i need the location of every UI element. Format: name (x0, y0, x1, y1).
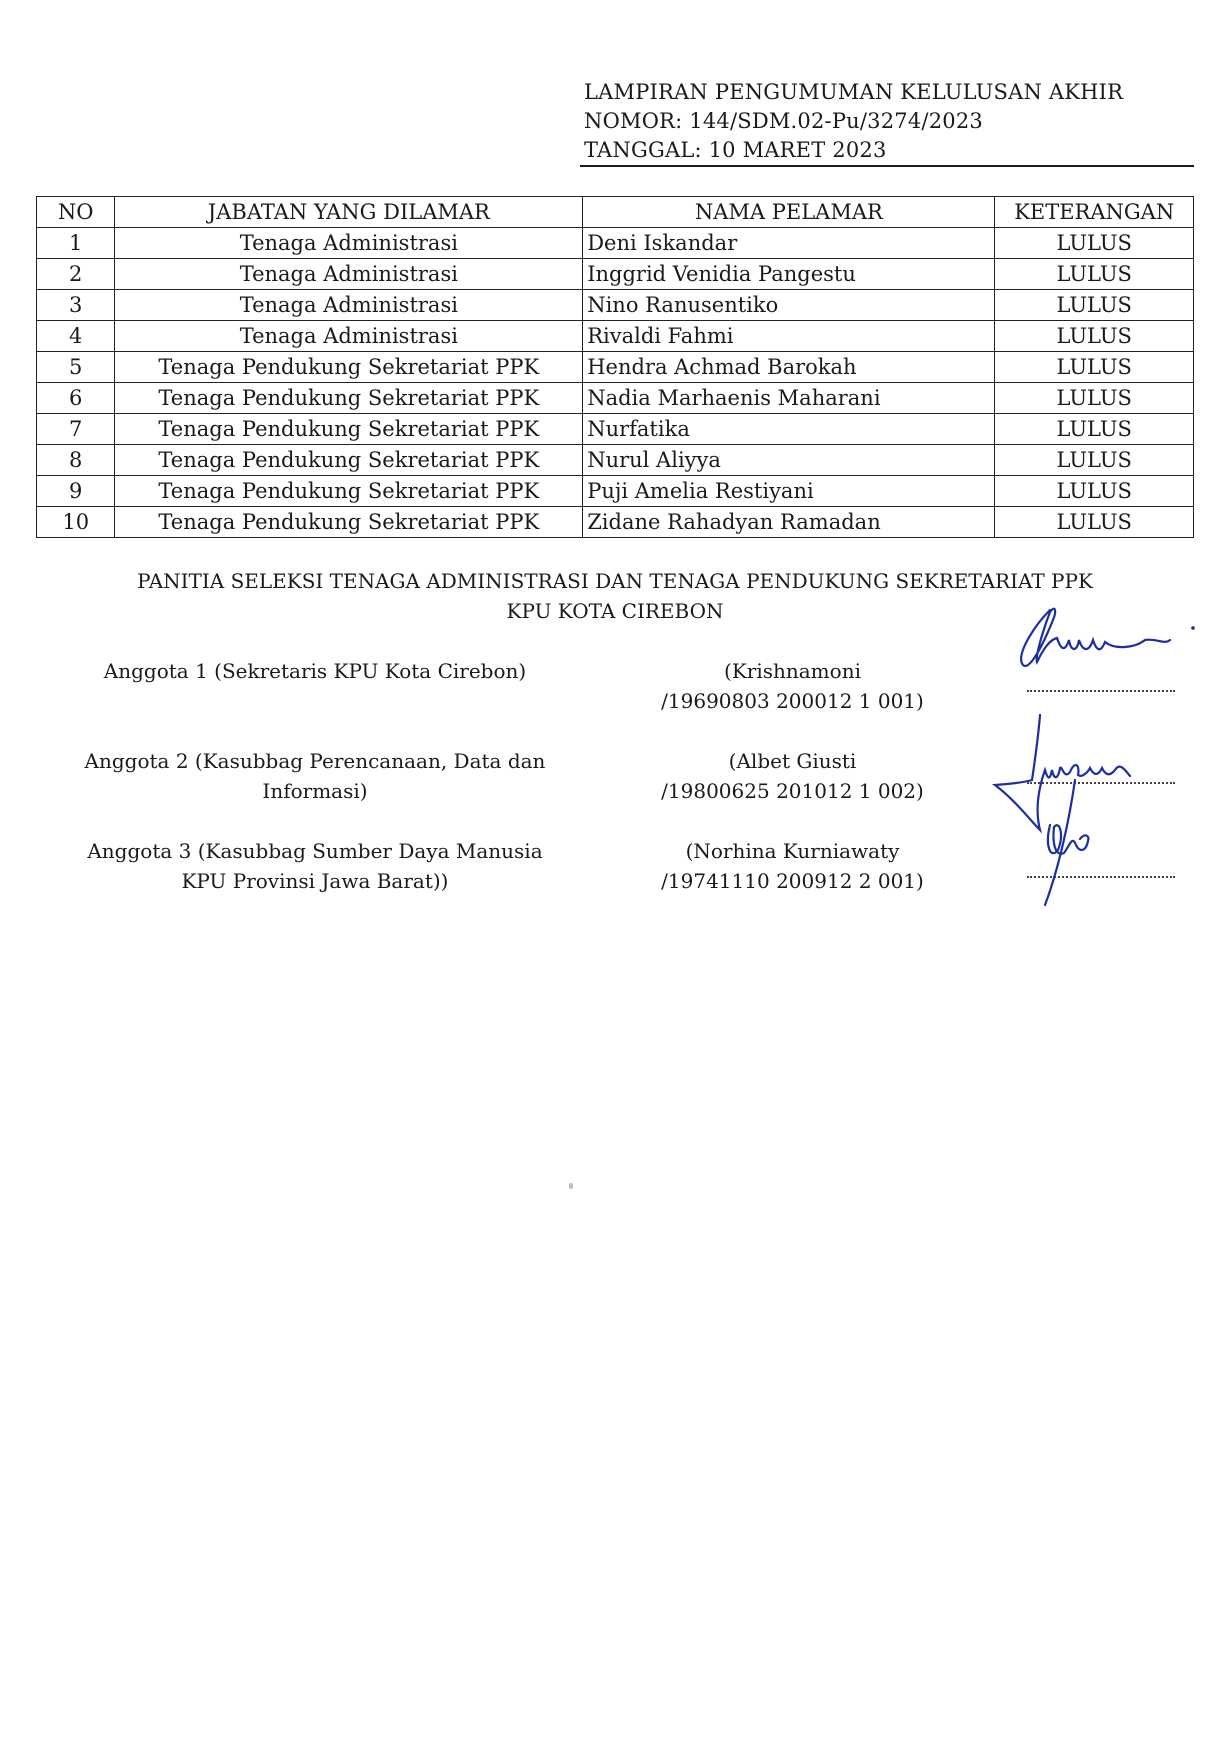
row-applicant-name: Puji Amelia Restiyani (583, 476, 995, 507)
member-2-nip: /19800625 201012 1 002) (661, 779, 924, 803)
table-row (37, 228, 1194, 259)
row-applicant-name: Nurfatika (583, 414, 995, 445)
member-3-name: (Norhina Kurniawaty (685, 839, 900, 863)
document-number: NOMOR: 144/SDM.02-Pu/3274/2023 (584, 109, 983, 133)
row-number: 1 (37, 228, 115, 259)
scan-speck (569, 1183, 573, 1189)
header-divider (580, 165, 1194, 167)
table-row (37, 414, 1194, 445)
row-number: 5 (37, 352, 115, 383)
committee-organization: KPU KOTA CIREBON (506, 599, 724, 623)
table-row (37, 321, 1194, 352)
row-status: LULUS (995, 445, 1194, 476)
table-row (37, 259, 1194, 290)
row-position: Tenaga Administrasi (115, 321, 583, 352)
table-row (37, 290, 1194, 321)
row-number: 6 (37, 383, 115, 414)
row-position: Tenaga Administrasi (115, 228, 583, 259)
row-number: 8 (37, 445, 115, 476)
row-status: LULUS (995, 352, 1194, 383)
row-position: Tenaga Administrasi (115, 259, 583, 290)
document-date: TANGGAL: 10 MARET 2023 (584, 138, 887, 162)
committee-heading (60, 566, 1170, 626)
row-applicant-name: Rivaldi Fahmi (583, 321, 995, 352)
member-2-name-block (620, 746, 965, 806)
row-status: LULUS (995, 476, 1194, 507)
row-status: LULUS (995, 414, 1194, 445)
table-header-row (37, 197, 1194, 228)
row-position: Tenaga Administrasi (115, 290, 583, 321)
table-row (37, 383, 1194, 414)
table-row (37, 476, 1194, 507)
row-status: LULUS (995, 290, 1194, 321)
signature-3-icon (1030, 775, 1130, 925)
row-applicant-name: Hendra Achmad Barokah (583, 352, 995, 383)
row-applicant-name: Inggrid Venidia Pangestu (583, 259, 995, 290)
row-applicant-name: Nino Ranusentiko (583, 290, 995, 321)
member-3-nip: /19741110 200912 2 001) (661, 869, 924, 893)
row-number: 4 (37, 321, 115, 352)
row-number: 2 (37, 259, 115, 290)
row-position: Tenaga Pendukung Sekretariat PPK (115, 414, 583, 445)
row-number: 3 (37, 290, 115, 321)
member-3-name-block (620, 836, 965, 896)
row-status: LULUS (995, 228, 1194, 259)
column-header-no: NO (37, 197, 115, 228)
column-header-position: JABATAN YANG DILAMAR (115, 197, 583, 228)
row-applicant-name: Deni Iskandar (583, 228, 995, 259)
member-2-role: Anggota 2 (Kasubbag Perencanaan, Data dan Informasi) (84, 749, 546, 803)
member-1-nip: /19690803 200012 1 001) (661, 689, 924, 713)
row-status: LULUS (995, 321, 1194, 352)
attachment-header (584, 78, 1194, 165)
signature-1-icon (1005, 600, 1205, 680)
member-1-name: (Krishnamoni (724, 659, 861, 683)
row-number: 10 (37, 507, 115, 538)
attachment-title: LAMPIRAN PENGUMUMAN KELULUSAN AKHIR (584, 80, 1124, 104)
row-position: Tenaga Pendukung Sekretariat PPK (115, 352, 583, 383)
table-row (37, 507, 1194, 538)
member-1-signature-line (1027, 690, 1175, 692)
row-position: Tenaga Pendukung Sekretariat PPK (115, 476, 583, 507)
row-status: LULUS (995, 259, 1194, 290)
column-header-remarks: KETERANGAN (995, 197, 1194, 228)
member-2-name: (Albet Giusti (728, 749, 857, 773)
committee-name: PANITIA SELEKSI TENAGA ADMINISTRASI DAN TENAGA PENDUKUNG SEKRETARIAT PPK (137, 569, 1093, 593)
row-position: Tenaga Pendukung Sekretariat PPK (115, 445, 583, 476)
member-1-role: Anggota 1 (Sekretaris KPU Kota Cirebon) (103, 659, 527, 683)
member-3-role: Anggota 3 (Kasubbag Sumber Daya Manusia KPU Provinsi Jawa Barat)) (87, 839, 543, 893)
results-table (36, 196, 1194, 538)
member-1-name-block (620, 656, 965, 716)
row-number: 9 (37, 476, 115, 507)
row-applicant-name: Nurul Aliyya (583, 445, 995, 476)
row-status: LULUS (995, 383, 1194, 414)
table-row (37, 352, 1194, 383)
row-applicant-name: Nadia Marhaenis Maharani (583, 383, 995, 414)
column-header-applicant-name: NAMA PELAMAR (583, 197, 995, 228)
row-position: Tenaga Pendukung Sekretariat PPK (115, 383, 583, 414)
row-status: LULUS (995, 507, 1194, 538)
row-applicant-name: Zidane Rahadyan Ramadan (583, 507, 995, 538)
row-position: Tenaga Pendukung Sekretariat PPK (115, 507, 583, 538)
row-number: 7 (37, 414, 115, 445)
table-row (37, 445, 1194, 476)
